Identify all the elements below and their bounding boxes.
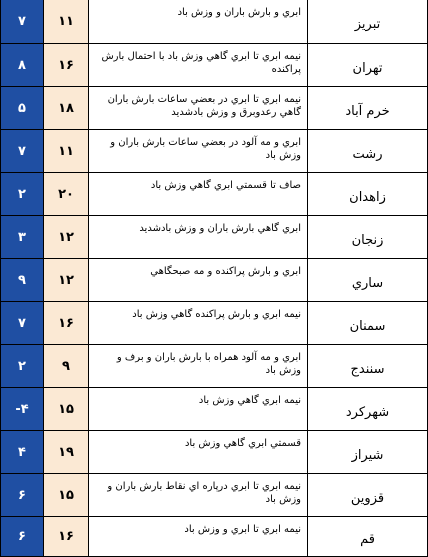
max-temp-cell: ۱۱	[43, 130, 88, 172]
max-temp-cell: ۱۲	[43, 259, 88, 301]
min-temp-cell: ۸	[0, 44, 43, 86]
max-temp-cell: ۱۵	[43, 474, 88, 516]
table-row	[0, 87, 428, 130]
min-temp-cell: ۹	[0, 259, 43, 301]
min-temp-cell: ۴	[0, 431, 43, 473]
weather-description-cell: ابري گاهي بارش باران و وزش بادشدید	[88, 216, 307, 258]
min-temp-cell: ۷	[0, 130, 43, 172]
weather-description-cell: نیمه ابري تا ابري گاهي وزش باد با احتمال بارش پراکنده	[88, 44, 307, 86]
table-row	[0, 345, 428, 388]
min-temp-cell: ۶	[0, 474, 43, 516]
table-row	[0, 130, 428, 173]
table-row	[0, 431, 428, 474]
min-temp-cell: ۵	[0, 87, 43, 129]
table-row	[0, 517, 428, 557]
city-name-cell: سنندج	[307, 345, 428, 387]
city-name-cell: تبریز	[307, 0, 428, 43]
weather-description-cell: ابري و مه آلود همراه با بارش باران و برف و وزش باد	[88, 345, 307, 387]
table-row	[0, 44, 428, 87]
max-temp-cell: ۱۶	[43, 302, 88, 344]
table-row	[0, 173, 428, 216]
city-name-cell: قم	[307, 517, 428, 556]
min-temp-cell: ۲	[0, 173, 43, 215]
weather-description-cell: نیمه ابري تا ابري درپاره اي نقاط بارش باران و وزش باد	[88, 474, 307, 516]
min-temp-cell: -۴	[0, 388, 43, 430]
weather-description-cell: قسمتي ابري گاهي وزش باد	[88, 431, 307, 473]
max-temp-cell: ۱۵	[43, 388, 88, 430]
max-temp-cell: ۱۶	[43, 517, 88, 556]
min-temp-cell: ۶	[0, 517, 43, 556]
max-temp-cell: ۱۱	[43, 0, 88, 43]
table-row	[0, 0, 428, 44]
weather-description-cell: صاف تا قسمتي ابري گاهي وزش باد	[88, 173, 307, 215]
min-temp-cell: ۷	[0, 302, 43, 344]
city-name-cell: زنجان	[307, 216, 428, 258]
city-name-cell: قزوین	[307, 474, 428, 516]
weather-description-cell: ابري و مه آلود در بعضي ساعات بارش باران و وزش باد	[88, 130, 307, 172]
table-row	[0, 216, 428, 259]
city-name-cell: تهران	[307, 44, 428, 86]
city-name-cell: ساري	[307, 259, 428, 301]
city-name-cell: زاهدان	[307, 173, 428, 215]
weather-description-cell: ابري و بارش باران و وزش باد	[88, 0, 307, 43]
city-name-cell: شیراز	[307, 431, 428, 473]
min-temp-cell: ۳	[0, 216, 43, 258]
max-temp-cell: ۱۹	[43, 431, 88, 473]
max-temp-cell: ۱۸	[43, 87, 88, 129]
city-name-cell: خرم آباد	[307, 87, 428, 129]
table-row	[0, 302, 428, 345]
table-row	[0, 474, 428, 517]
weather-description-cell: نیمه ابري و بارش پراکنده گاهي وزش باد	[88, 302, 307, 344]
weather-description-cell: نیمه ابري تا ابري و وزش باد	[88, 517, 307, 556]
weather-description-cell: ابري و بارش پراکنده و مه صبحگاهي	[88, 259, 307, 301]
min-temp-cell: ۷	[0, 0, 43, 43]
city-name-cell: سمنان	[307, 302, 428, 344]
max-temp-cell: ۱۲	[43, 216, 88, 258]
max-temp-cell: ۱۶	[43, 44, 88, 86]
max-temp-cell: ۹	[43, 345, 88, 387]
min-temp-cell: ۲	[0, 345, 43, 387]
city-name-cell: رشت	[307, 130, 428, 172]
city-name-cell: شهرکرد	[307, 388, 428, 430]
table-row	[0, 259, 428, 302]
table-row	[0, 388, 428, 431]
weather-description-cell: نیمه ابري گاهي وزش باد	[88, 388, 307, 430]
weather-description-cell: نیمه ابري تا ابري در بعضي ساعات بارش باران گاهي رعدوبرق و وزش بادشدید	[88, 87, 307, 129]
max-temp-cell: ۲۰	[43, 173, 88, 215]
